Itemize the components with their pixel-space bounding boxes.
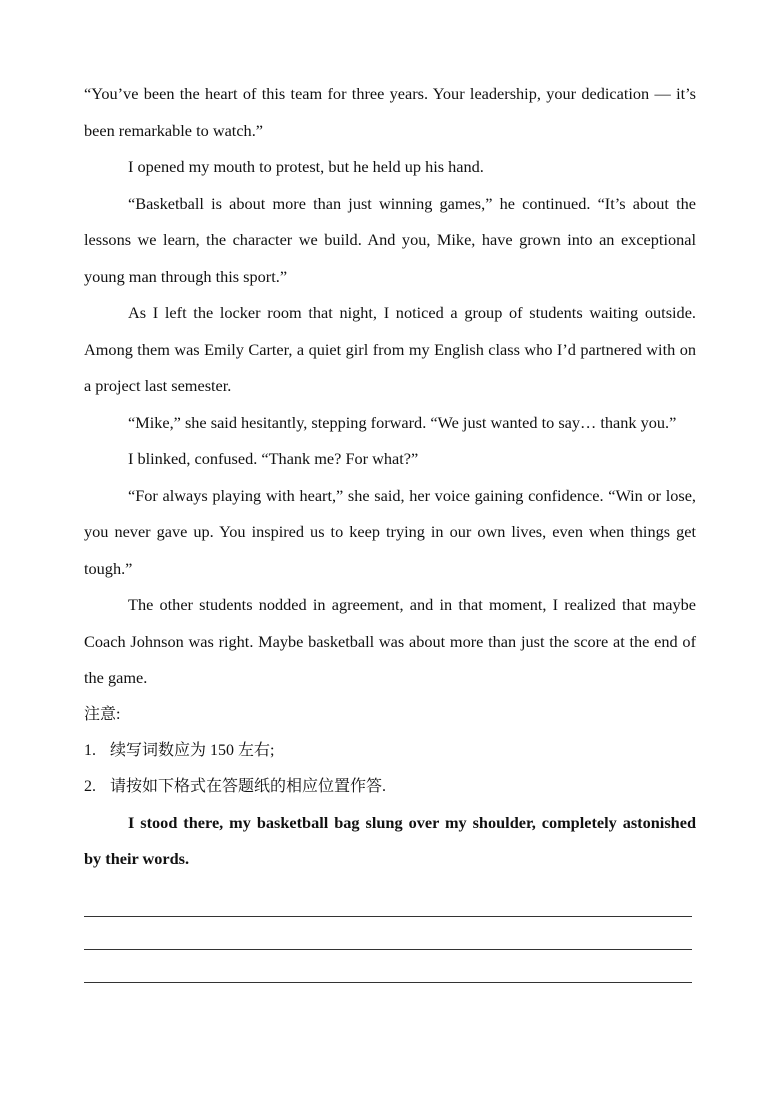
notes-section	[84, 697, 696, 805]
passage-paragraph-2: I opened my mouth to protest, but he held up his hand.	[128, 157, 484, 176]
note-item-1	[84, 733, 696, 769]
prompt-sentence: I stood there, my basketball bag slung over my shoulder, completely astonished by their words.	[84, 812, 696, 868]
note-item-text: 续写词数应为 150 左右;	[110, 741, 275, 759]
notes-title: 注意:	[84, 705, 121, 723]
answer-line	[84, 950, 692, 983]
note-item-text: 请按如下格式在答题纸的相应位置作答.	[110, 777, 387, 795]
passage-paragraph-1: “You’ve been the heart of this team for three years. Your leadership, your dedication — it’s been remarkable to watch.”	[84, 84, 696, 140]
note-item-number: 2.	[84, 777, 96, 795]
note-item-2	[84, 769, 696, 805]
passage-paragraph-8: The other students nodded in agreement, and in that moment, I realized that maybe Coach Johnson was right. Maybe basketball was about more than just the score at the end of the game.	[84, 595, 696, 687]
answer-lines	[84, 884, 696, 983]
passage-paragraph-6: I blinked, confused. “Thank me? For what?”	[128, 449, 419, 468]
answer-line	[84, 884, 692, 917]
passage-paragraph-7: “For always playing with heart,” she said, her voice gaining confidence. “Win or lose, you never gave up. You inspired us to keep trying in our own lives, even when things get tough.”	[84, 485, 696, 578]
note-item-number: 1.	[84, 741, 96, 759]
answer-line	[84, 917, 692, 950]
passage-paragraph-3: “Basketball is about more than just winning games,” he continued. “It’s about the lessons we learn, the character we build. And you, Mike, have grown into an exceptional young man through this sport.”	[84, 193, 696, 286]
passage-paragraph-5: “Mike,” she said hesitantly, stepping forward. “We just wanted to say… thank you.”	[128, 412, 677, 432]
passage-paragraph-4: As I left the locker room that night, I noticed a group of students waiting outside. Among them was Emily Carter, a quiet girl from my English class who I’d partnered with on a project last semester.	[84, 303, 696, 395]
